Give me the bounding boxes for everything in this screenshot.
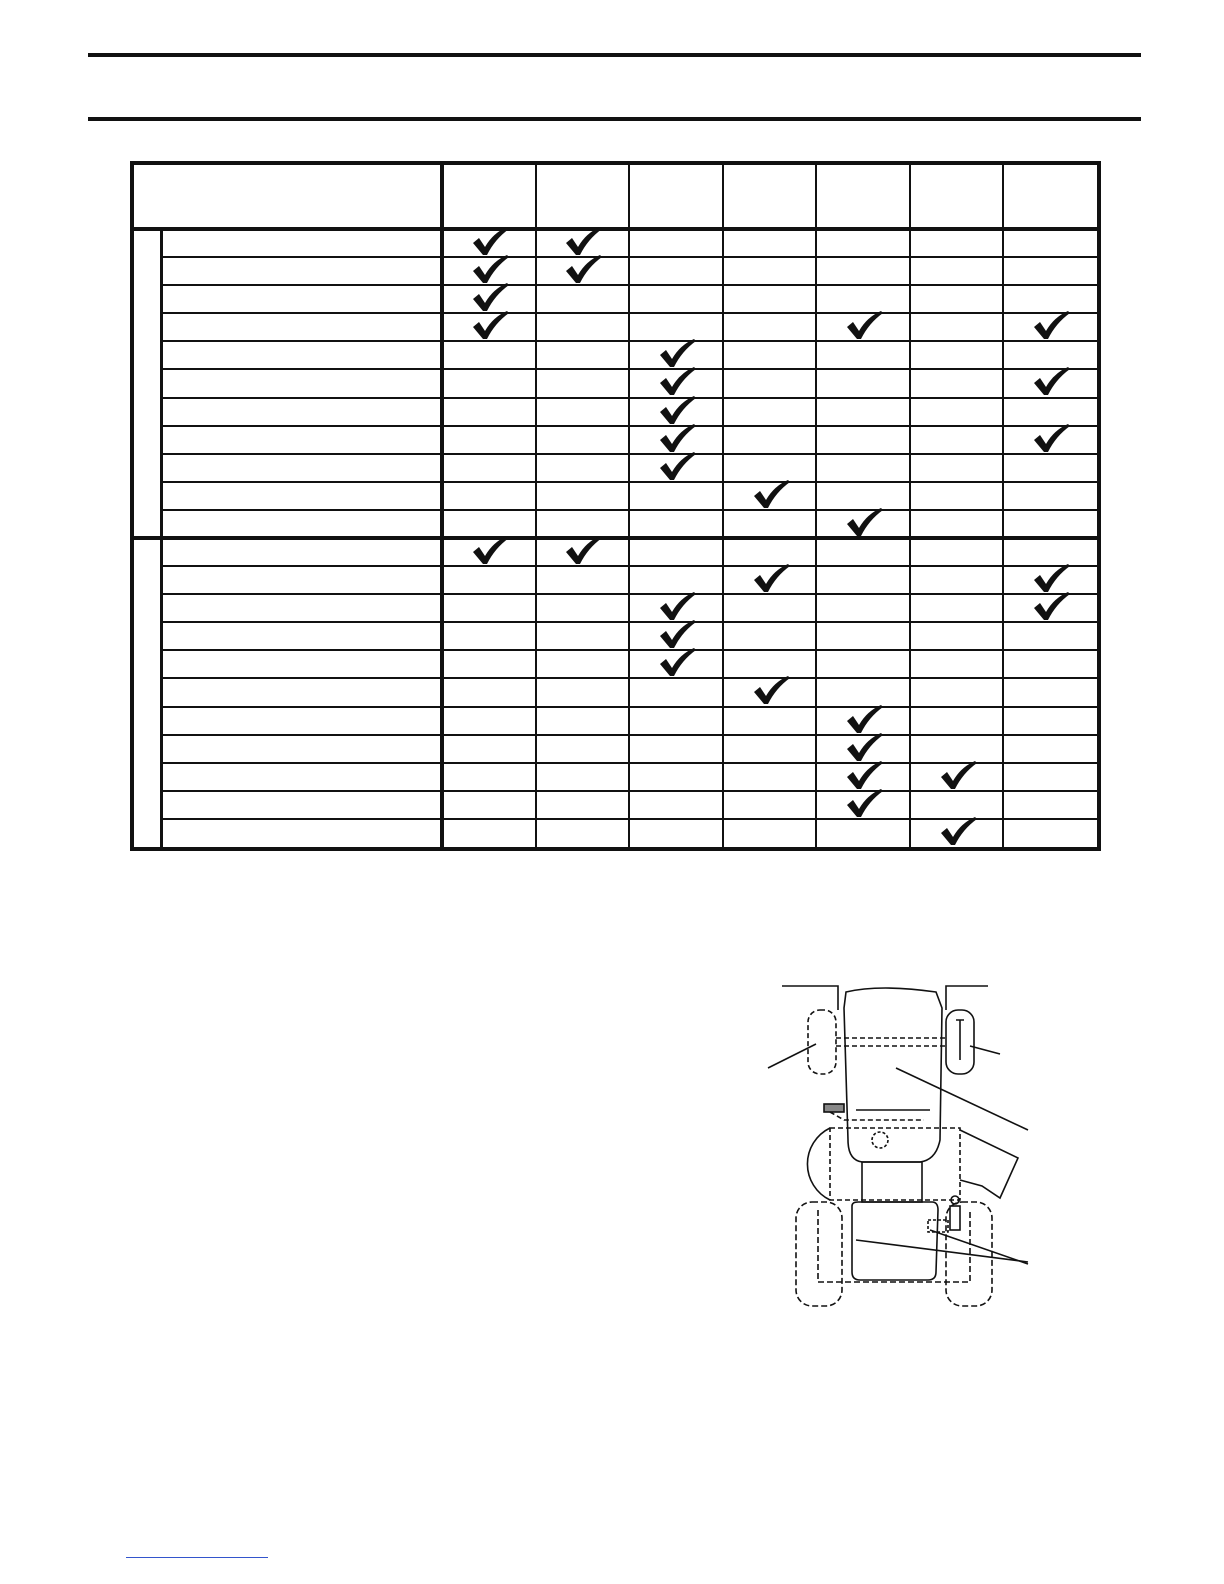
column-divider (535, 165, 537, 847)
check-mark-icon (752, 562, 792, 594)
row-divider (162, 340, 1097, 342)
header-divider (134, 227, 1097, 231)
row-divider (162, 677, 1097, 679)
check-mark-icon (1032, 590, 1072, 622)
row-divider (162, 734, 1097, 736)
check-mark-icon (845, 506, 885, 538)
row-divider (162, 565, 1097, 567)
check-mark-icon (752, 478, 792, 510)
check-mark-icon (564, 253, 604, 285)
check-mark-icon (471, 309, 511, 341)
check-mark-icon (845, 309, 885, 341)
column-divider (815, 165, 817, 847)
column-divider (722, 165, 724, 847)
row-divider (162, 425, 1097, 427)
row-divider (162, 649, 1097, 651)
row-divider (162, 481, 1097, 483)
column-divider (628, 165, 630, 847)
check-mark-icon (752, 674, 792, 706)
row-divider (162, 256, 1097, 258)
row-divider (162, 706, 1097, 708)
label-column-divider (440, 165, 444, 847)
check-mark-icon (939, 815, 979, 847)
check-mark-icon (658, 450, 698, 482)
tractor-top-view-diagram (760, 980, 1040, 1310)
column-divider (1002, 165, 1004, 847)
row-divider (162, 453, 1097, 455)
service-schedule-table (130, 161, 1101, 851)
check-mark-icon (845, 787, 885, 819)
check-mark-icon (939, 759, 979, 791)
check-mark-icon (1032, 365, 1072, 397)
check-mark-icon (564, 534, 604, 566)
row-divider (162, 621, 1097, 623)
section-divider (134, 536, 1097, 540)
check-mark-icon (1032, 422, 1072, 454)
check-mark-icon (471, 534, 511, 566)
check-mark-icon (658, 646, 698, 678)
row-divider (162, 593, 1097, 595)
column-divider (909, 165, 911, 847)
row-divider (162, 312, 1097, 314)
header-rule-bottom (88, 117, 1141, 121)
row-divider (162, 368, 1097, 370)
check-mark-icon (1032, 309, 1072, 341)
row-divider (162, 509, 1097, 511)
row-divider (162, 397, 1097, 399)
header-rule-top (88, 53, 1141, 57)
footer-link-underline (126, 1557, 268, 1558)
row-divider (162, 284, 1097, 286)
